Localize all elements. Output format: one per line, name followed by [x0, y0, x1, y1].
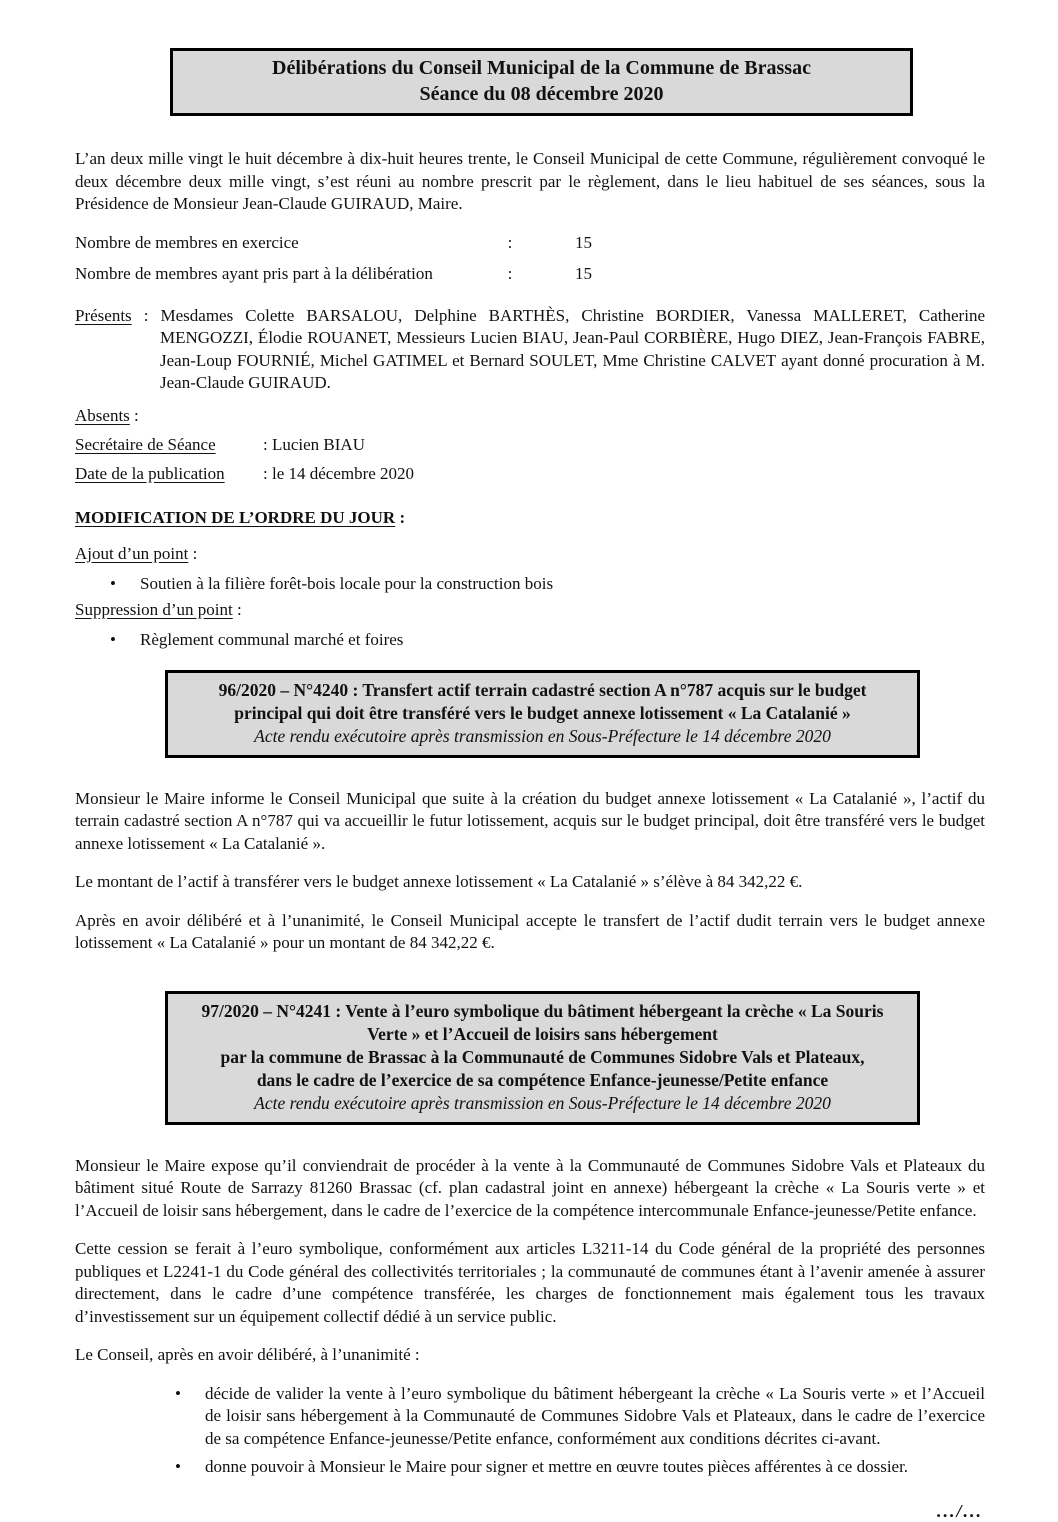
decision-item-2: • donne pouvoir à Monsieur le Maire pour signer et mettre en œuvre toutes pièces afférentes à ce dossier.	[75, 1456, 985, 1479]
deliberation-97-2020-title-line2: par la commune de Brassac à la Communauté de Communes Sidobre Vals et Plateaux,	[220, 1046, 865, 1067]
deliberation-96-2020-paragraph-3: Après en avoir délibéré et à l’unanimité, le Conseil Municipal accepte le transfert de l’actif dudit terrain vers le budget annexe lotissement « La Catalanié » pour un montant de 84 342,22 €.	[75, 910, 985, 952]
presents-paragraph	[75, 305, 985, 395]
agenda-remove-label-line	[75, 599, 985, 621]
members-in-office-value: 15	[575, 232, 592, 252]
decision-item-1: • décide de valider la vente à l’euro symbolique du bâtiment hébergeant la crèche « La Souris verte » et l’Accueil de loisir sans hébergement à la Communauté de Communes Sidobre Vals et Plateaux, dans le cadre de l’exercice de sa compétence Enfance-jeunesse/Petite enfance, conformément aux conditions décrites ci-avant.	[75, 1383, 985, 1451]
deliberation-97-2020-paragraph-2: Cette cession se ferait à l’euro symbolique, conformément aux articles L3211-14 du Code général de la propriété des personnes publiques et L2241-1 du Code général des collectivités territoriales ; la communauté de communes étant à l’avenir amenée à assurer directement, dans le cadre d’une compétence transférée, les charges de fonctionnement mais également tous les travaux d’investissement sur un équipement collectif dédié à un service public.	[75, 1239, 985, 1326]
agenda-modification-heading-text: MODIFICATION DE L’ORDRE DU JOUR	[75, 507, 396, 527]
deliberation-97-2020-title-line1: 97/2020 – N°4241 : Vente à l’euro symbolique du bâtiment hébergeant la crèche « La Souris Verte » et l’Accueil de loisirs sans hébergement	[201, 1000, 884, 1044]
deliberation-97-2020-paragraph-1: Monsieur le Maire expose qu’il conviendrait de procéder à la vente à la Communauté de Communes Sidobre Vals et Plateaux du bâtiment situé Route de Sarrazy 81260 Brassac (cf. plan cadastral joint en annexe) hébergeant la crèche « La Souris verte » et l’Accueil de loisir sans hébergement, dans le cadre de l’exercice de la compétence intercommunale Enfance-jeunesse/Petite enfance.	[75, 1155, 985, 1220]
continuation-mark: .../...	[936, 1500, 983, 1521]
agenda-add-label: Ajout d’un point	[75, 543, 189, 563]
agenda-remove-label: Suppression d’un point	[75, 600, 233, 619]
document-title-line1: Délibérations du Conseil Municipal de la Commune de Brassac	[272, 57, 811, 79]
deliberation-97-2020-subtitle: Acte rendu exécutoire après transmission en Sous-Préfecture le 14 décembre 2020	[254, 1092, 831, 1113]
members-voting-label: Nombre de membres ayant pris part à la délibération	[75, 263, 433, 283]
intro-paragraph: L’an deux mille vingt le huit décembre à dix-huit heures trente, le Conseil Municipal de cette Commune, régulièrement convoqué le deux décembre deux mille vingt, s’est réuni au nombre prescrit par le règlement, dans le lieu habituel de ses séances, sous la Présidence de Monsieur Jean-Claude GUIRAUD, Maire.	[75, 149, 985, 213]
deliberation-96-2020-subtitle: Acte rendu exécutoire après transmission en Sous-Préfecture le 14 décembre 2020	[254, 725, 831, 746]
absents-label: Absents	[75, 405, 130, 425]
agenda-modification-heading	[75, 507, 985, 529]
document-title-line2: Séance du 08 décembre 2020	[419, 83, 664, 105]
agenda-remove-item: • Règlement communal marché et foires	[75, 629, 985, 652]
members-in-office-row	[75, 232, 985, 254]
presents-label: Présents	[75, 305, 132, 325]
deliberation-96-2020-paragraph-2: Le montant de l’actif à transférer vers le budget annexe lotissement « La Catalanié » s’élève à 84 342,22 €.	[75, 872, 803, 891]
secretary-line	[75, 434, 985, 456]
deliberation-96-2020-title: 96/2020 – N°4240 : Transfert actif terrain cadastré section A n°787 acquis sur le budget principal qui doit être transféré vers le budget annexe lotissement « La Catalanié »	[218, 679, 867, 723]
publication-date-label: Date de la publication	[75, 463, 225, 483]
presents-text: Mesdames Colette BARSALOU, Delphine BARTHÈS, Christine BORDIER, Vanessa MALLERET, Catherine MENGOZZI, Élodie ROUANET, Messieurs Lucien BIAU, Jean-Paul CORBIÈRE, Hugo DIEZ, Jean-François FABRE, Jean-Loup FOURNIÉ, Michel GATIMEL et Bernard SOULET, Mme Christine CALVET ayant donné procuration à M. Jean-Claude GUIRAUD.	[160, 305, 985, 392]
absents-separator: :	[129, 405, 139, 425]
deliberation-96-2020-paragraph-1: Monsieur le Maire informe le Conseil Municipal que suite à la création du budget annexe lotissement « La Catalanié », l’actif du terrain cadastré section A n°787 qui va accueillir le futur lotissement, acquis sur le budget principal, doit être transféré vers le budget annexe lotissement « La Catalanié ».	[75, 788, 985, 853]
members-voting-separator: :	[507, 263, 513, 283]
agenda-remove-separator: :	[232, 600, 242, 619]
agenda-modification-heading-separator: :	[395, 507, 406, 527]
publication-date-value: : le 14 décembre 2020	[263, 463, 415, 483]
members-in-office-separator: :	[507, 232, 513, 252]
publication-date-line	[75, 463, 985, 485]
agenda-add-separator: :	[188, 543, 198, 563]
document-title-box	[170, 48, 913, 116]
secretary-value: : Lucien BIAU	[263, 434, 365, 454]
presents-separator: :	[131, 305, 161, 325]
agenda-remove-list	[75, 629, 985, 652]
secretary-label: Secrétaire de Séance	[75, 434, 216, 454]
agenda-add-label-line	[75, 543, 985, 565]
deliberation-97-2020-title-line3: dans le cadre de l’exercice de sa compétence Enfance-jeunesse/Petite enfance	[256, 1069, 829, 1090]
agenda-add-list	[75, 573, 985, 596]
absents-line	[75, 405, 985, 427]
members-in-office-label: Nombre de membres en exercice	[75, 232, 299, 252]
deliberation-97-2020-decisions-list	[75, 1383, 985, 1479]
members-count-section	[75, 232, 985, 285]
agenda-add-item: • Soutien à la filière forêt-bois locale pour la construction bois	[75, 573, 985, 596]
deliberation-97-2020-paragraph-3: Le Conseil, après en avoir délibéré, à l’unanimité :	[75, 1345, 420, 1364]
members-voting-row	[75, 263, 985, 285]
deliberation-96-2020-box	[165, 670, 920, 758]
members-voting-value: 15	[575, 263, 592, 283]
deliberation-97-2020-box	[165, 991, 920, 1125]
